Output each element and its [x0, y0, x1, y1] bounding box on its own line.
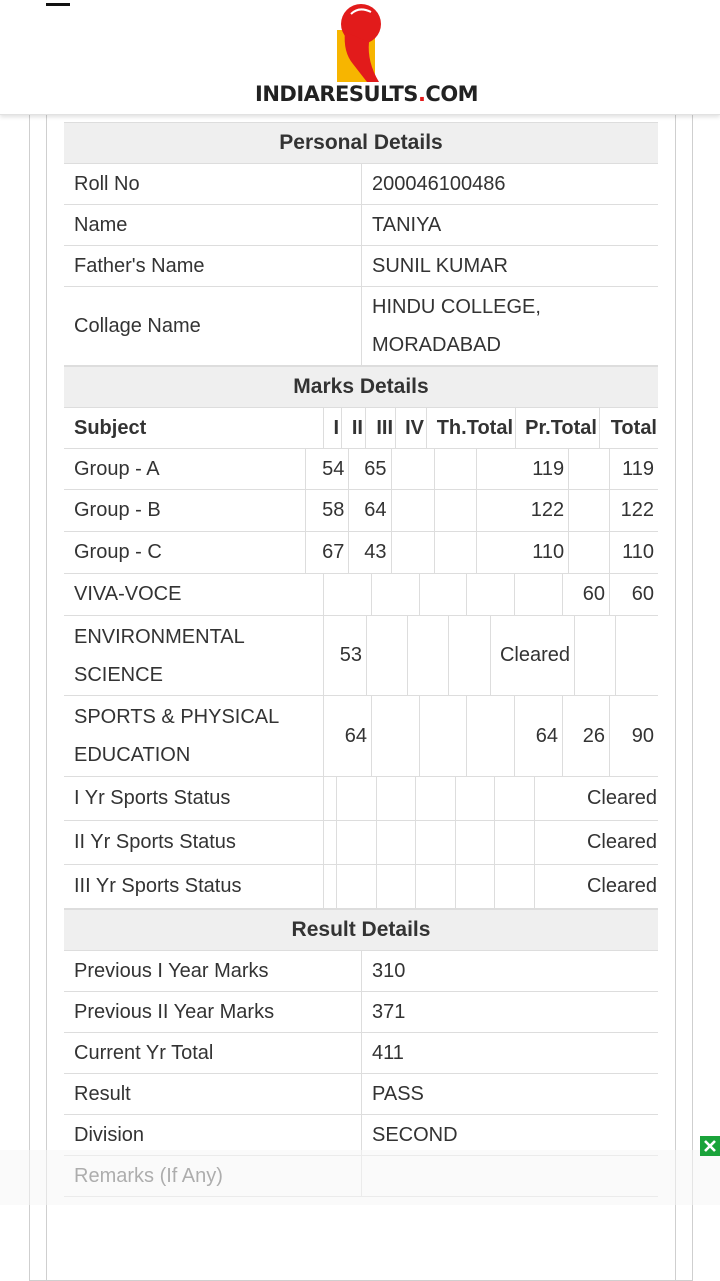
detail-value: SUNIL KUMAR — [372, 254, 508, 277]
marks-row — [64, 490, 658, 532]
mark-cell: 122 — [477, 490, 569, 531]
site-logo[interactable] — [255, 2, 479, 108]
mark-cell — [495, 821, 535, 864]
mark-cell — [420, 696, 467, 776]
detail-row — [64, 992, 658, 1033]
marks-row — [64, 449, 658, 490]
mark-cell: 119 — [622, 457, 654, 480]
mark-cell — [569, 532, 610, 573]
mark-cell — [377, 821, 416, 864]
detail-row — [64, 1074, 658, 1115]
mark-cell — [467, 696, 515, 776]
subject-name: III Yr Sports Status — [64, 865, 324, 908]
mark-cell — [337, 821, 377, 864]
mark-cell — [337, 777, 377, 820]
marks-header-row — [64, 408, 658, 449]
mark-cell — [377, 865, 416, 908]
detail-label: Previous I Year Marks — [64, 951, 362, 991]
subject-name: VIVA-VOCE — [64, 574, 324, 615]
mark-cell — [420, 574, 467, 615]
detail-value: 411 — [372, 1041, 404, 1064]
mark-cell — [392, 532, 435, 573]
detail-value: PASS — [372, 1082, 424, 1105]
mark-cell: Cleared — [586, 787, 657, 809]
detail-value: 310 — [372, 959, 406, 982]
marks-row — [64, 532, 658, 574]
mark-cell: 122 — [620, 499, 654, 521]
subject-name: I Yr Sports Status — [64, 777, 324, 820]
mark-cell — [324, 865, 337, 908]
col-header-iv: IV — [396, 408, 427, 448]
col-header-pr-total: Pr.Total — [516, 408, 600, 448]
detail-row — [64, 164, 658, 205]
col-header-iii: III — [366, 408, 396, 448]
mark-cell — [337, 865, 377, 908]
mark-cell — [495, 865, 535, 908]
mark-cell — [569, 490, 610, 531]
marks-details-title: Marks Details — [64, 366, 658, 408]
detail-row — [64, 205, 658, 246]
mark-cell — [324, 821, 337, 864]
mark-cell — [495, 777, 535, 820]
marks-row — [64, 574, 658, 616]
detail-row — [64, 246, 658, 287]
detail-value: 200046100486 — [372, 172, 506, 195]
mark-cell: 67 — [306, 532, 349, 573]
mark-cell: 110 — [477, 532, 569, 573]
col-header-total: Total — [610, 417, 657, 439]
detail-row — [64, 1033, 658, 1074]
personal-details-title: Personal Details — [64, 122, 658, 164]
detail-label: Division — [64, 1115, 362, 1155]
marks-row — [64, 821, 658, 865]
mark-cell — [435, 532, 477, 573]
detail-label: Father's Name — [64, 246, 362, 286]
mark-cell — [416, 865, 456, 908]
mark-cell — [515, 574, 563, 615]
detail-row — [64, 287, 658, 366]
mark-cell — [569, 449, 610, 489]
detail-label: Previous II Year Marks — [64, 992, 362, 1032]
mark-cell: 65 — [349, 449, 391, 489]
mark-cell — [456, 777, 495, 820]
marks-row — [64, 616, 658, 696]
mark-cell: 58 — [306, 490, 349, 531]
mark-cell: 119 — [477, 449, 569, 489]
mark-cell — [408, 616, 449, 695]
mark-cell: Cleared — [586, 831, 657, 853]
mark-cell: 26 — [563, 696, 610, 776]
detail-value: TANIYA — [372, 213, 442, 236]
mark-cell — [456, 865, 495, 908]
mark-cell: 64 — [515, 696, 563, 776]
mark-cell — [435, 449, 477, 489]
mark-cell: 43 — [349, 532, 391, 573]
mark-cell — [372, 696, 420, 776]
mark-cell — [367, 616, 408, 695]
subject-name: II Yr Sports Status — [64, 821, 324, 864]
logo-mark-icon — [255, 2, 467, 82]
mark-cell: 60 — [563, 574, 610, 615]
mark-cell — [324, 777, 337, 820]
marks-row — [64, 696, 658, 777]
close-icon[interactable] — [700, 1136, 720, 1156]
mark-cell — [392, 490, 435, 531]
detail-label: Result — [64, 1074, 362, 1114]
detail-value: SECOND — [372, 1123, 458, 1146]
subject-name: Group - B — [64, 490, 306, 531]
mark-cell: Cleared — [491, 616, 575, 695]
detail-value: HINDU COLLEGE, MORADABAD — [372, 296, 541, 356]
detail-value: 371 — [372, 1000, 406, 1023]
mark-cell: 60 — [631, 583, 654, 605]
mark-cell: 90 — [631, 724, 654, 747]
col-header-i: I — [324, 408, 342, 448]
mark-cell — [467, 574, 515, 615]
mark-cell: 54 — [306, 449, 349, 489]
mark-cell — [392, 449, 435, 489]
mark-cell — [435, 490, 477, 531]
marks-row — [64, 777, 658, 821]
mark-cell: 64 — [324, 696, 372, 776]
col-header-ii: II — [342, 408, 366, 448]
detail-label: Roll No — [64, 164, 362, 204]
detail-row — [64, 951, 658, 992]
mark-cell — [416, 821, 456, 864]
mark-cell — [575, 616, 616, 695]
mark-cell — [449, 616, 491, 695]
mark-cell — [416, 777, 456, 820]
mark-cell: 64 — [349, 490, 391, 531]
mark-cell — [616, 616, 658, 695]
menu-icon[interactable] — [46, 0, 70, 8]
col-header-subject: Subject — [64, 408, 324, 448]
ad-banner[interactable] — [0, 1150, 720, 1205]
result-details-title: Result Details — [64, 909, 658, 951]
mark-cell: 110 — [622, 541, 654, 563]
mark-cell: Cleared — [586, 875, 657, 897]
subject-name: SPORTS & PHYSICAL EDUCATION — [64, 696, 324, 776]
mark-cell — [377, 777, 416, 820]
mark-cell — [456, 821, 495, 864]
subject-name: ENVIRONMENTAL SCIENCE — [64, 616, 324, 695]
mark-cell — [324, 574, 372, 615]
site-header — [0, 0, 720, 115]
detail-label: Collage Name — [64, 287, 362, 365]
marks-row — [64, 865, 658, 909]
mark-cell — [372, 574, 420, 615]
logo-text: INDIARESULTS.COM — [255, 82, 479, 106]
col-header-th-total: Th.Total — [427, 408, 516, 448]
subject-name: Group - C — [64, 532, 306, 573]
subject-name: Group - A — [64, 449, 306, 489]
mark-cell: 53 — [324, 616, 367, 695]
result-content — [64, 122, 658, 1197]
detail-label: Current Yr Total — [64, 1033, 362, 1073]
detail-label: Name — [64, 205, 362, 245]
